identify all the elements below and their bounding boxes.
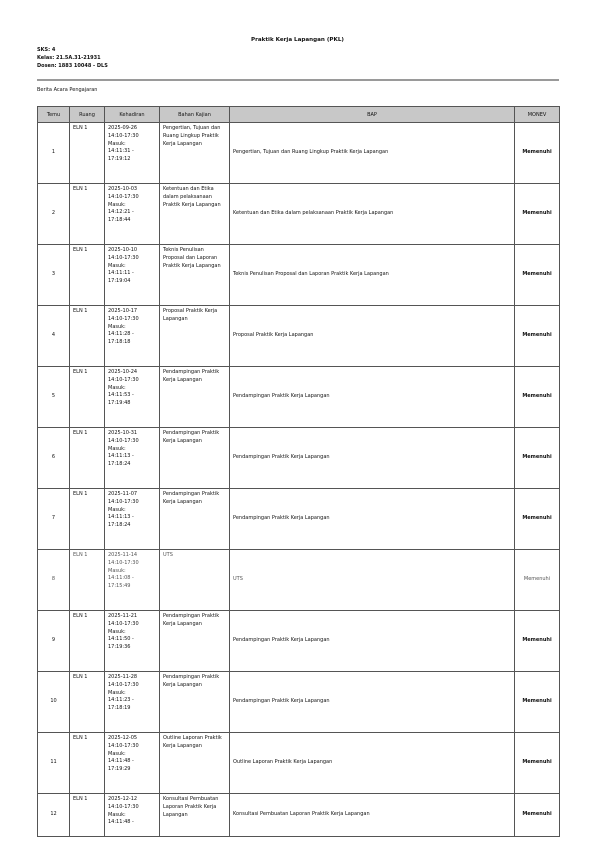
cell-bap: Konsultasi Pembuatan Laporan Praktik Kerja Lapangan: [230, 794, 515, 837]
cell-temu: 4: [38, 306, 70, 367]
col-header-monev: MONEV: [515, 107, 560, 123]
attendance-schedule: 14:10-17:30: [108, 376, 139, 383]
cell-temu: 11: [38, 733, 70, 794]
attendance-schedule: 14:10-17:30: [108, 498, 139, 505]
attendance-schedule: 14:10-17:30: [108, 437, 139, 444]
attendance-schedule: 14:10-17:30: [108, 559, 139, 566]
attendance-masuk-label: Masuk:: [108, 262, 126, 269]
attendance-date: 2025-12-05: [108, 735, 138, 741]
header-divider: [37, 79, 559, 81]
attendance-out-time: 17:18:18: [108, 339, 131, 346]
cell-ruang: ELN 1: [70, 367, 105, 428]
attendance-out-time: 17:19:12: [108, 156, 131, 163]
cell-kehadiran: [105, 184, 160, 245]
attendance-schedule: 14:10-17:30: [108, 315, 139, 322]
cell-monev: Memenuhi: [515, 672, 560, 733]
table-row: [38, 489, 560, 550]
cell-bahan-kajian: Konsultasi Pembuatan Laporan Praktik Kerja Lapangan: [160, 794, 230, 837]
sks-label: SKS: 4: [37, 47, 56, 53]
attendance-date: 2025-10-03: [108, 186, 138, 192]
attendance-date: 2025-11-14: [108, 552, 138, 558]
document-title: Praktik Kerja Lapangan (PKL): [251, 37, 344, 43]
table-header-row: [38, 107, 560, 123]
cell-bahan-kajian: Proposal Praktik Kerja Lapangan: [160, 306, 230, 367]
cell-monev: Memenuhi: [515, 428, 560, 489]
attendance-date: 2025-11-21: [108, 613, 138, 619]
cell-bahan-kajian: Outline Laporan Praktik Kerja Lapangan: [160, 733, 230, 794]
cell-kehadiran: [105, 367, 160, 428]
attendance-schedule: 14:10-17:30: [108, 803, 139, 810]
cell-ruang: ELN 1: [70, 733, 105, 794]
cell-ruang: ELN 1: [70, 245, 105, 306]
attendance-out-time: 17:19:36: [108, 644, 131, 651]
attendance-in-time: 14:11:23 -: [108, 697, 134, 704]
attendance-out-time: 17:18:24: [108, 522, 131, 529]
cell-ruang: ELN 1: [70, 611, 105, 672]
table-row: [38, 245, 560, 306]
col-header-bap: BAP: [230, 107, 515, 123]
cell-bap: Pengertian, Tujuan dan Ruang Lingkup Praktik Kerja Lapangan: [230, 123, 515, 184]
attendance-schedule: 14:10-17:30: [108, 620, 139, 627]
cell-temu: 5: [38, 367, 70, 428]
attendance-masuk-label: Masuk:: [108, 567, 126, 574]
attendance-in-time: 14:11:50 -: [108, 636, 134, 643]
attendance-masuk-label: Masuk:: [108, 445, 126, 452]
table-row: [38, 733, 560, 794]
cell-temu: 7: [38, 489, 70, 550]
cell-kehadiran: [105, 489, 160, 550]
cell-ruang: ELN 1: [70, 123, 105, 184]
attendance-in-time: 14:11:48 -: [108, 758, 134, 765]
cell-temu: 9: [38, 611, 70, 672]
cell-temu: 8: [38, 550, 70, 611]
cell-ruang: ELN 1: [70, 489, 105, 550]
cell-bap: Pendampingan Praktik Kerja Lapangan: [230, 367, 515, 428]
attendance-in-time: 14:11:13 -: [108, 453, 134, 460]
table-row: [38, 367, 560, 428]
cell-temu: 2: [38, 184, 70, 245]
cell-temu: 12: [38, 794, 70, 837]
cell-bap: Pendampingan Praktik Kerja Lapangan: [230, 489, 515, 550]
cell-bahan-kajian: UTS: [160, 550, 230, 611]
table-row: [38, 184, 560, 245]
attendance-in-time: 14:11:08 -: [108, 575, 134, 582]
col-header-kehadiran: Kehadiran: [105, 107, 160, 123]
attendance-in-time: 14:12:21 -: [108, 209, 134, 216]
cell-monev: Memenuhi: [515, 184, 560, 245]
cell-bap: Pendampingan Praktik Kerja Lapangan: [230, 428, 515, 489]
cell-monev: Memenuhi: [515, 245, 560, 306]
attendance-out-time: 17:18:24: [108, 461, 131, 468]
cell-bahan-kajian: Pendampingan Praktik Kerja Lapangan: [160, 428, 230, 489]
attendance-date: 2025-10-10: [108, 247, 138, 253]
attendance-masuk-label: Masuk:: [108, 506, 126, 513]
attendance-schedule: 14:10-17:30: [108, 132, 139, 139]
cell-monev: Memenuhi: [515, 611, 560, 672]
attendance-masuk-label: Masuk:: [108, 750, 126, 757]
attendance-out-time: 17:18:19: [108, 705, 131, 712]
cell-bahan-kajian: Pengertian, Tujuan dan Ruang Lingkup Praktik Kerja Lapangan: [160, 123, 230, 184]
attendance-in-time: 14:11:13 -: [108, 514, 134, 521]
attendance-date: 2025-09-26: [108, 125, 138, 131]
kelas-label: Kelas: 21.5A.31-21931: [37, 55, 101, 61]
cell-monev: Memenuhi: [515, 306, 560, 367]
cell-temu: 3: [38, 245, 70, 306]
col-header-bahan-kajian: Bahan Kajian: [160, 107, 230, 123]
attendance-masuk-label: Masuk:: [108, 628, 126, 635]
attendance-in-time: 14:11:31 -: [108, 148, 134, 155]
attendance-masuk-label: Masuk:: [108, 384, 126, 391]
cell-bahan-kajian: Pendampingan Praktik Kerja Lapangan: [160, 611, 230, 672]
attendance-in-time: 14:11:11 -: [108, 270, 134, 277]
attendance-masuk-label: Masuk:: [108, 323, 126, 330]
table-row: [38, 794, 560, 837]
cell-kehadiran: [105, 306, 160, 367]
cell-kehadiran: [105, 672, 160, 733]
cell-kehadiran: [105, 550, 160, 611]
course-meta: [37, 46, 108, 70]
cell-kehadiran: [105, 428, 160, 489]
cell-temu: 1: [38, 123, 70, 184]
teaching-report-table: [37, 106, 560, 837]
attendance-date: 2025-10-24: [108, 369, 138, 375]
cell-monev: Memenuhi: [515, 489, 560, 550]
table-row: [38, 428, 560, 489]
cell-ruang: ELN 1: [70, 794, 105, 837]
cell-kehadiran: [105, 123, 160, 184]
cell-monev: Memenuhi: [515, 367, 560, 428]
attendance-schedule: 14:10-17:30: [108, 681, 139, 688]
table-row: [38, 550, 560, 611]
attendance-date: 2025-12-12: [108, 796, 138, 802]
table-row: [38, 672, 560, 733]
cell-bahan-kajian: Ketentuan dan Etika dalam pelaksanaan Praktik Kerja Lapangan: [160, 184, 230, 245]
attendance-out-time: 17:15:49: [108, 583, 131, 590]
cell-ruang: ELN 1: [70, 306, 105, 367]
attendance-masuk-label: Masuk:: [108, 201, 126, 208]
attendance-out-time: 17:19:48: [108, 400, 131, 407]
cell-bahan-kajian: Pendampingan Praktik Kerja Lapangan: [160, 489, 230, 550]
cell-bahan-kajian: Teknis Penulisan Proposal dan Laporan Praktik Kerja Lapangan: [160, 245, 230, 306]
col-header-temu: Temu: [38, 107, 70, 123]
attendance-masuk-label: Masuk:: [108, 811, 126, 818]
cell-ruang: ELN 1: [70, 672, 105, 733]
cell-kehadiran: [105, 733, 160, 794]
cell-temu: 6: [38, 428, 70, 489]
attendance-masuk-label: Masuk:: [108, 140, 126, 147]
col-header-ruang: Ruang: [70, 107, 105, 123]
attendance-schedule: 14:10-17:30: [108, 742, 139, 749]
dosen-label: Dosen: 1883 10048 - DLS: [37, 63, 108, 69]
table-row: [38, 306, 560, 367]
cell-kehadiran: [105, 245, 160, 306]
attendance-schedule: 14:10-17:30: [108, 193, 139, 200]
attendance-out-time: 17:18:44: [108, 217, 131, 224]
cell-monev: Memenuhi: [515, 733, 560, 794]
attendance-out-time: 17:19:04: [108, 278, 131, 285]
cell-bap: Pendampingan Praktik Kerja Lapangan: [230, 672, 515, 733]
cell-kehadiran: [105, 611, 160, 672]
cell-bap: Ketentuan dan Etika dalam pelaksanaan Praktik Kerja Lapangan: [230, 184, 515, 245]
attendance-in-time: 14:11:53 -: [108, 392, 134, 399]
cell-monev: Memenuhi: [515, 123, 560, 184]
cell-ruang: ELN 1: [70, 184, 105, 245]
cell-bahan-kajian: Pendampingan Praktik Kerja Lapangan: [160, 672, 230, 733]
cell-kehadiran: [105, 794, 160, 837]
attendance-date: 2025-10-31: [108, 430, 138, 436]
attendance-out-time: 17:19:29: [108, 766, 131, 773]
cell-ruang: ELN 1: [70, 428, 105, 489]
attendance-in-time: 14:11:48 -: [108, 819, 134, 826]
attendance-date: 2025-11-28: [108, 674, 138, 680]
cell-monev: Memenuhi: [515, 794, 560, 837]
cell-bap: Pendampingan Praktik Kerja Lapangan: [230, 611, 515, 672]
cell-ruang: ELN 1: [70, 550, 105, 611]
attendance-masuk-label: Masuk:: [108, 689, 126, 696]
table-row: [38, 123, 560, 184]
attendance-date: 2025-10-17: [108, 308, 138, 314]
cell-bahan-kajian: Pendampingan Praktik Kerja Lapangan: [160, 367, 230, 428]
attendance-schedule: 14:10-17:30: [108, 254, 139, 261]
section-title: Berita Acara Pengajaran: [37, 87, 98, 93]
attendance-date: 2025-11-07: [108, 491, 138, 497]
attendance-in-time: 14:11:28 -: [108, 331, 134, 338]
cell-bap: Teknis Penulisan Proposal dan Laporan Praktik Kerja Lapangan: [230, 245, 515, 306]
cell-temu: 10: [38, 672, 70, 733]
table-row: [38, 611, 560, 672]
cell-bap: UTS: [230, 550, 515, 611]
cell-monev: Memenuhi: [515, 550, 560, 611]
cell-bap: Outline Laporan Praktik Kerja Lapangan: [230, 733, 515, 794]
cell-bap: Proposal Praktik Kerja Lapangan: [230, 306, 515, 367]
